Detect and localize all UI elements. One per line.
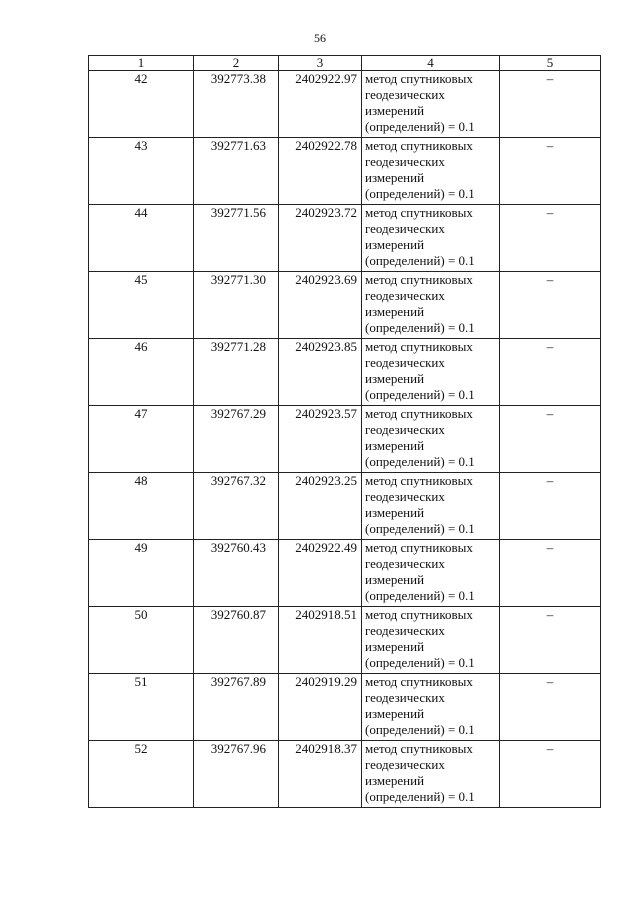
- method-line: метод спутниковых: [365, 339, 473, 354]
- method-line: геодезических: [365, 422, 445, 437]
- method-line: геодезических: [365, 355, 445, 370]
- method-line: измерений: [365, 304, 425, 319]
- method-cell: [362, 674, 500, 741]
- table-header-row: [89, 56, 601, 71]
- method-line: метод спутниковых: [365, 406, 473, 421]
- extra-cell: –: [500, 607, 601, 674]
- extra-cell: –: [500, 339, 601, 406]
- method-line: измерений: [365, 103, 425, 118]
- method-line: метод спутниковых: [365, 607, 473, 622]
- method-line: метод спутниковых: [365, 741, 473, 756]
- table-row: [89, 741, 601, 808]
- method-line: метод спутниковых: [365, 138, 473, 153]
- table-row: [89, 540, 601, 607]
- method-line: метод спутниковых: [365, 473, 473, 488]
- method-cell: [362, 473, 500, 540]
- method-line: измерений: [365, 371, 425, 386]
- method-line: метод спутниковых: [365, 674, 473, 689]
- method-cell: [362, 607, 500, 674]
- point-number-cell: 44: [89, 205, 194, 272]
- x-coordinate-cell: 392771.63: [194, 138, 279, 205]
- table-row: [89, 473, 601, 540]
- point-number-cell: 45: [89, 272, 194, 339]
- table-row: [89, 607, 601, 674]
- extra-cell: –: [500, 540, 601, 607]
- method-line: измерений: [365, 639, 425, 654]
- point-number-cell: 49: [89, 540, 194, 607]
- column-header: 4: [362, 56, 500, 71]
- extra-cell: –: [500, 473, 601, 540]
- point-number-cell: 43: [89, 138, 194, 205]
- table-row: [89, 272, 601, 339]
- method-line: геодезических: [365, 288, 445, 303]
- method-line: геодезических: [365, 489, 445, 504]
- x-coordinate-cell: 392773.38: [194, 71, 279, 138]
- method-cell: [362, 540, 500, 607]
- y-coordinate-cell: 2402919.29: [279, 674, 362, 741]
- method-cell: [362, 71, 500, 138]
- point-number-cell: 46: [89, 339, 194, 406]
- y-coordinate-cell: 2402918.51: [279, 607, 362, 674]
- y-coordinate-cell: 2402922.78: [279, 138, 362, 205]
- x-coordinate-cell: 392760.87: [194, 607, 279, 674]
- extra-cell: –: [500, 406, 601, 473]
- method-line: метод спутниковых: [365, 71, 473, 86]
- method-line: геодезических: [365, 154, 445, 169]
- point-number-cell: 48: [89, 473, 194, 540]
- column-header: 2: [194, 56, 279, 71]
- column-header: 1: [89, 56, 194, 71]
- method-line: геодезических: [365, 757, 445, 772]
- extra-cell: –: [500, 205, 601, 272]
- x-coordinate-cell: 392771.56: [194, 205, 279, 272]
- method-cell: [362, 272, 500, 339]
- y-coordinate-cell: 2402923.57: [279, 406, 362, 473]
- x-coordinate-cell: 392771.28: [194, 339, 279, 406]
- extra-cell: –: [500, 741, 601, 808]
- point-number-cell: 47: [89, 406, 194, 473]
- column-header: 3: [279, 56, 362, 71]
- method-line: (определений) = 0.1: [365, 722, 475, 737]
- method-line: метод спутниковых: [365, 205, 473, 220]
- method-line: (определений) = 0.1: [365, 320, 475, 335]
- method-line: метод спутниковых: [365, 540, 473, 555]
- method-line: геодезических: [365, 623, 445, 638]
- method-line: метод спутниковых: [365, 272, 473, 287]
- y-coordinate-cell: 2402923.25: [279, 473, 362, 540]
- extra-cell: –: [500, 674, 601, 741]
- coordinates-table: [88, 55, 601, 808]
- y-coordinate-cell: 2402922.49: [279, 540, 362, 607]
- point-number-cell: 52: [89, 741, 194, 808]
- method-line: геодезических: [365, 87, 445, 102]
- point-number-cell: 42: [89, 71, 194, 138]
- extra-cell: –: [500, 138, 601, 205]
- method-line: измерений: [365, 706, 425, 721]
- method-line: геодезических: [365, 556, 445, 571]
- method-line: геодезических: [365, 690, 445, 705]
- method-line: геодезических: [365, 221, 445, 236]
- x-coordinate-cell: 392767.89: [194, 674, 279, 741]
- x-coordinate-cell: 392767.96: [194, 741, 279, 808]
- extra-cell: –: [500, 71, 601, 138]
- x-coordinate-cell: 392767.29: [194, 406, 279, 473]
- page-number: 56: [314, 31, 326, 45]
- method-line: (определений) = 0.1: [365, 588, 475, 603]
- y-coordinate-cell: 2402923.69: [279, 272, 362, 339]
- y-coordinate-cell: 2402923.85: [279, 339, 362, 406]
- x-coordinate-cell: 392760.43: [194, 540, 279, 607]
- method-line: измерений: [365, 572, 425, 587]
- method-cell: [362, 205, 500, 272]
- x-coordinate-cell: 392767.32: [194, 473, 279, 540]
- method-line: (определений) = 0.1: [365, 186, 475, 201]
- method-line: (определений) = 0.1: [365, 253, 475, 268]
- table-body: [89, 71, 601, 808]
- method-line: измерений: [365, 237, 425, 252]
- method-line: (определений) = 0.1: [365, 119, 475, 134]
- extra-cell: –: [500, 272, 601, 339]
- table-row: [89, 406, 601, 473]
- method-cell: [362, 741, 500, 808]
- table-row: [89, 339, 601, 406]
- column-header: 5: [500, 56, 601, 71]
- method-cell: [362, 406, 500, 473]
- method-line: (определений) = 0.1: [365, 521, 475, 536]
- method-cell: [362, 138, 500, 205]
- x-coordinate-cell: 392771.30: [194, 272, 279, 339]
- y-coordinate-cell: 2402922.97: [279, 71, 362, 138]
- method-cell: [362, 339, 500, 406]
- table-row: [89, 674, 601, 741]
- y-coordinate-cell: 2402918.37: [279, 741, 362, 808]
- method-line: (определений) = 0.1: [365, 387, 475, 402]
- method-line: измерений: [365, 773, 425, 788]
- method-line: измерений: [365, 438, 425, 453]
- method-line: (определений) = 0.1: [365, 655, 475, 670]
- table-row: [89, 205, 601, 272]
- method-line: (определений) = 0.1: [365, 454, 475, 469]
- y-coordinate-cell: 2402923.72: [279, 205, 362, 272]
- method-line: измерений: [365, 170, 425, 185]
- table-row: [89, 71, 601, 138]
- method-line: измерений: [365, 505, 425, 520]
- point-number-cell: 51: [89, 674, 194, 741]
- point-number-cell: 50: [89, 607, 194, 674]
- method-line: (определений) = 0.1: [365, 789, 475, 804]
- table-row: [89, 138, 601, 205]
